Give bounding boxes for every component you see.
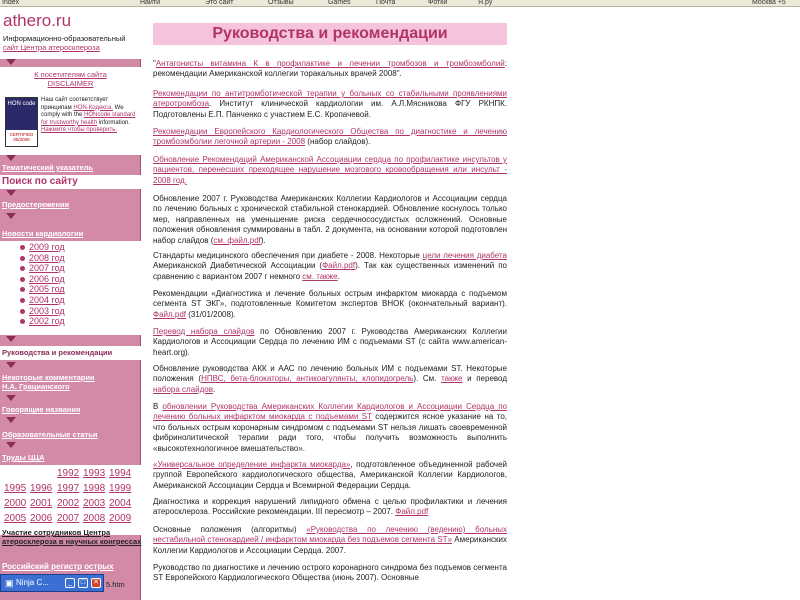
- sidebar-item-thematic-index[interactable]: Тематический указатель: [2, 163, 94, 172]
- entry-link[interactable]: цели лечения диабета: [422, 251, 507, 260]
- entry-text: Американской Диабетической Ассоциации (: [153, 261, 323, 271]
- toolbar-tab-photos[interactable]: Фотки: [428, 0, 448, 6]
- entry-text: Обновление руководства АКК и ААС по лечению больных ИМ с подъемами ST. Некоторые положения (: [153, 364, 507, 384]
- year-link[interactable]: 1995: [4, 483, 27, 494]
- main-content: [153, 23, 508, 583]
- entry-text: (набор слайдов).: [305, 137, 371, 147]
- year-link[interactable]: 2003: [83, 498, 106, 509]
- year-link[interactable]: 1999: [109, 483, 132, 494]
- site-logo[interactable]: athero.ru: [3, 11, 72, 30]
- entry-link[interactable]: обновлении Руководства Американских Коллегии Кардиологов и Ассоциации Сердца по лечению больных инфарктом миокарда с подъемами ST: [153, 402, 508, 422]
- entry-text: Стандарты медицинского обеспечения при диабете - 2008. Некоторые: [153, 251, 423, 260]
- hon-text-3: information.: [98, 119, 131, 126]
- logo-subtitle: [3, 34, 139, 52]
- entry-text: . Институт клинической кардиологии им. А.Л.Мясникова ФГУ РКНПК. Подготовлены Е.П. Панченко с участием Е.С. Кропачевой.: [153, 99, 507, 119]
- arrow-down-icon: [6, 336, 16, 342]
- entry-text: , подготовленное объединенной рабочей группой Европейского кардиологического общества, Американской Коллегии Кардиологов, Американской Ассоциации Сердца и Всемирной Федерации Сердца.: [153, 460, 507, 490]
- arrow-down-icon: [6, 190, 16, 196]
- year-link[interactable]: 2002: [57, 498, 80, 509]
- list-item[interactable]: 2002 год: [20, 316, 65, 327]
- sidebar-item-names[interactable]: Говорящие названия: [2, 405, 81, 414]
- sidebar-item-trudy[interactable]: Труды ЦЦА: [2, 453, 45, 462]
- hon-code-badge-icon[interactable]: [5, 97, 38, 147]
- entry-link[interactable]: «Универсальное определение инфаркта миокарда»: [153, 460, 351, 469]
- year-link[interactable]: 1997: [57, 483, 80, 494]
- entry-link[interactable]: Перевод набора слайдов: [153, 327, 255, 336]
- arrow-down-icon: [6, 442, 16, 448]
- participants-line-1: Участие сотрудников Центра: [2, 528, 111, 537]
- year-link[interactable]: 2006: [30, 513, 53, 524]
- page-title: Руководства и рекомендации: [153, 23, 507, 45]
- entry-link[interactable]: набора слайдов: [153, 384, 213, 394]
- entry-text: .: [212, 384, 216, 394]
- close-icon[interactable]: ✕: [91, 578, 101, 588]
- year-link[interactable]: 1994: [109, 468, 132, 479]
- hon-badge-bottom: CERTIFIED 05/2008: [9, 132, 34, 142]
- sidebar-item-edu-articles[interactable]: Образовательные статьи: [2, 430, 98, 439]
- minimize-icon[interactable]: _: [65, 578, 75, 588]
- entry-text: Основные положения (алгоритмы): [153, 525, 307, 534]
- year-link[interactable]: 2005: [4, 513, 27, 524]
- year-link[interactable]: 2007: [57, 513, 80, 524]
- entry-link[interactable]: НПВС, бета-блокаторы, антикоагулянты, клопидогрель: [201, 374, 414, 384]
- arrow-down-icon: [6, 213, 16, 219]
- sidebar-item-current-guidelines[interactable]: Руководства и рекомендации: [0, 346, 141, 360]
- sidebar-item-warnings[interactable]: Предостережения: [2, 200, 69, 209]
- entry-text: содержится ясное указание на то, что больных острым коронарным синдромом с подъемами ST нельзя лишать своевременной фибринолитической терапии ради того, чтобы получить возможность выполнить «высокотехнологичное вмешательство».: [153, 412, 508, 453]
- list-item[interactable]: 2003 год: [20, 306, 65, 317]
- hon-text-2: We comply with the: [41, 104, 124, 118]
- year-link[interactable]: 2000: [4, 498, 27, 509]
- news-years-list: [20, 242, 65, 327]
- entry-link[interactable]: Рекомендации Европейского Кардиологического Общества по диагностике и лечению тромбоэмболии легочной артерии - 2008: [153, 127, 507, 147]
- toolbar-tab-site[interactable]: Это сайт: [205, 0, 234, 6]
- arrow-down-icon: [6, 395, 16, 401]
- list-item[interactable]: 2006 год: [20, 274, 65, 285]
- list-item: [153, 89, 507, 120]
- entry-text: Диагностика и коррекция нарушений липидного обмена с целью профилактики и лечения атеросклероза. Российские рекомендации. III пересмотр – 2007.: [153, 497, 507, 517]
- list-item: [153, 460, 507, 491]
- entry-text: Обновление 2007 г. Руководства Американских Коллегии Кардиологов и Ассоциации сердца по лечению больных с хронической стабильной стенокардией. Обновление коснулось только мер, направленных на уменьшение риска сердечнососудистых осложнений. Основные положения обновления суммированы в табл. 2 документа, на основании которой подготовлен набор слайдов (: [153, 194, 507, 245]
- toolbar-tab-find[interactable]: Найти: [140, 0, 160, 6]
- entry-text: : рекомендации Американской коллегии торакальных врачей 2008".: [153, 59, 507, 79]
- hon-link-3[interactable]: Нажмите чтобы проверить.: [41, 127, 118, 133]
- year-link[interactable]: 2004: [109, 498, 132, 509]
- year-link[interactable]: 1992: [57, 468, 80, 479]
- hon-text: [41, 97, 138, 135]
- sidebar-item-search[interactable]: Поиск по сайту: [0, 175, 141, 189]
- list-item[interactable]: 2008 год: [20, 253, 65, 264]
- list-item: [153, 563, 507, 585]
- disclaimer-link[interactable]: DISCLAIMER: [47, 79, 94, 88]
- entry-link[interactable]: также: [441, 374, 463, 384]
- entry-text: по Обновлению 2007 г. Руководства Американских Коллегии Кардиологов и Ассоциации Сердца по лечению ИМ с подъемами ST (с сайта www.american-heart.org).: [153, 327, 507, 357]
- status-file: 5.htm: [106, 580, 125, 589]
- entry-text: ": [153, 59, 156, 68]
- list-item[interactable]: 2004 год: [20, 295, 65, 306]
- entry-link[interactable]: «Руководства по лечению (ведению) больных нестабильной стенокардией / инфарктом миокарда без подъемов сегмента ST»: [153, 525, 507, 545]
- list-item: [153, 289, 507, 320]
- sidebar: [0, 7, 141, 600]
- visitors-panel: [0, 67, 141, 155]
- taskbar-button[interactable]: [0, 574, 104, 592]
- toolbar-left-label: Index: [2, 0, 20, 6]
- list-item[interactable]: 2005 год: [20, 284, 65, 295]
- logo-subtitle-text: Информационно-образовательный: [3, 34, 126, 43]
- list-item: [153, 251, 507, 282]
- year-link[interactable]: 2008: [83, 513, 106, 524]
- toolbar-tab-reviews[interactable]: Отзывы: [268, 0, 294, 6]
- comments-line-2: Н.А. Грацианского: [2, 382, 70, 391]
- visitors-link[interactable]: К посетителям сайта: [34, 70, 107, 79]
- year-link[interactable]: 1996: [30, 483, 53, 494]
- comments-line-1: Некоторые комментарии: [2, 373, 95, 382]
- entry-text: и перевод: [462, 374, 507, 384]
- entry-text: .: [337, 271, 340, 281]
- toolbar-weather[interactable]: Москва +5: [752, 0, 786, 6]
- list-item[interactable]: 2009 год: [20, 242, 65, 253]
- entry-link[interactable]: Рекомендации по антитромботической терапии у больных со стабильными проявлениями атеротромбоза: [153, 89, 507, 109]
- list-item: [153, 59, 507, 80]
- toolbar-tab-yaru[interactable]: Я.ру: [478, 0, 493, 6]
- news-years-panel: [0, 241, 141, 335]
- entry-text: Рекомендации «Диагностика и лечение больных острым инфарктом миокарда с подъемом сегмента ST ЭКГ», подготовленные Комитетом экспертов ВНОК (окончательный вариант).: [153, 289, 507, 309]
- hon-text-1: Наш сайт соответствует принципам: [41, 97, 109, 111]
- list-item: [153, 194, 507, 246]
- toolbar-tab-mail[interactable]: Почта: [376, 0, 396, 6]
- logo-subtitle-link[interactable]: сайт Центра атеросклероза: [3, 43, 100, 52]
- list-item: [153, 364, 507, 395]
- year-link[interactable]: 1998: [83, 483, 106, 494]
- browser-toolbar: [0, 0, 800, 7]
- list-item: [153, 155, 507, 186]
- participants-line-2: атеросклероза в научных конгрессах: [2, 537, 142, 546]
- year-link[interactable]: 2009: [109, 513, 132, 524]
- year-link[interactable]: 1993: [83, 468, 106, 479]
- trudy-years-panel: [0, 465, 141, 535]
- restore-icon[interactable]: □: [78, 578, 88, 588]
- arrow-down-icon: [6, 155, 16, 161]
- entry-text: В: [153, 402, 163, 411]
- list-item: [153, 327, 507, 358]
- entry-link[interactable]: см. также: [302, 271, 338, 281]
- sidebar-item-comments[interactable]: [2, 373, 95, 391]
- sidebar-item-cardio-news[interactable]: Новости кардиологии: [2, 229, 84, 238]
- visitors-links: [0, 70, 141, 88]
- entry-link[interactable]: Файл.pdf: [322, 261, 356, 271]
- entry-link[interactable]: см. файл.pdf: [213, 235, 261, 245]
- year-link[interactable]: 2001: [30, 498, 53, 509]
- entry-link[interactable]: Антагонисты витамина К в профилактике и лечении тромбозов и тромбоэмболий: [155, 59, 505, 68]
- logo-block: [0, 7, 141, 59]
- hon-badge-top: HON code: [6, 98, 37, 130]
- sidebar-item-participants[interactable]: [2, 528, 141, 546]
- entry-text: Руководство по диагностике и лечению острого коронарного синдрома без подъемов сегмента ST Европейского Кардиологического Общества (июнь 2007). Основные: [153, 563, 507, 583]
- sidebar-item-registry[interactable]: Российский регистр острых: [2, 562, 114, 571]
- list-item[interactable]: 2007 год: [20, 263, 65, 274]
- hon-link-2[interactable]: HONcode standard for trustworthy health: [41, 112, 136, 126]
- entry-text: ). Так как существенных изменений по сравнению с вариантом 2007 г немного: [153, 261, 507, 281]
- entry-link[interactable]: Обновление Рекомендаций Американской Ассоциации сердца по профилактике инсультов у пациентов, перенесших преходящее нарушение мозгового кровообращения или инсульт - 2008 год.: [153, 155, 507, 185]
- hon-link-1[interactable]: HON-Кодекса.: [73, 104, 113, 111]
- arrow-down-icon: [6, 362, 16, 368]
- entry-text: (31/01/2008).: [186, 309, 236, 319]
- arrow-down-icon: [6, 417, 16, 423]
- list-item: [153, 525, 507, 556]
- taskbar-label: Ninja C...: [16, 578, 49, 587]
- entry-text: ). См.: [413, 374, 442, 384]
- list-item: [153, 402, 507, 454]
- taskbar-app-icon: ▣: [5, 578, 14, 588]
- entry-text: ).: [260, 235, 266, 245]
- list-item: [153, 497, 507, 518]
- toolbar-tab-games[interactable]: Games: [328, 0, 351, 6]
- entry-link[interactable]: Файл.pdf: [153, 309, 187, 319]
- arrow-down-icon: [6, 59, 16, 65]
- list-item: [153, 127, 507, 148]
- entry-link[interactable]: Файл.pdf: [395, 507, 429, 517]
- entry-text: Американских Коллегии Кардиологов и Ассоциации Сердца. 2007.: [153, 535, 508, 555]
